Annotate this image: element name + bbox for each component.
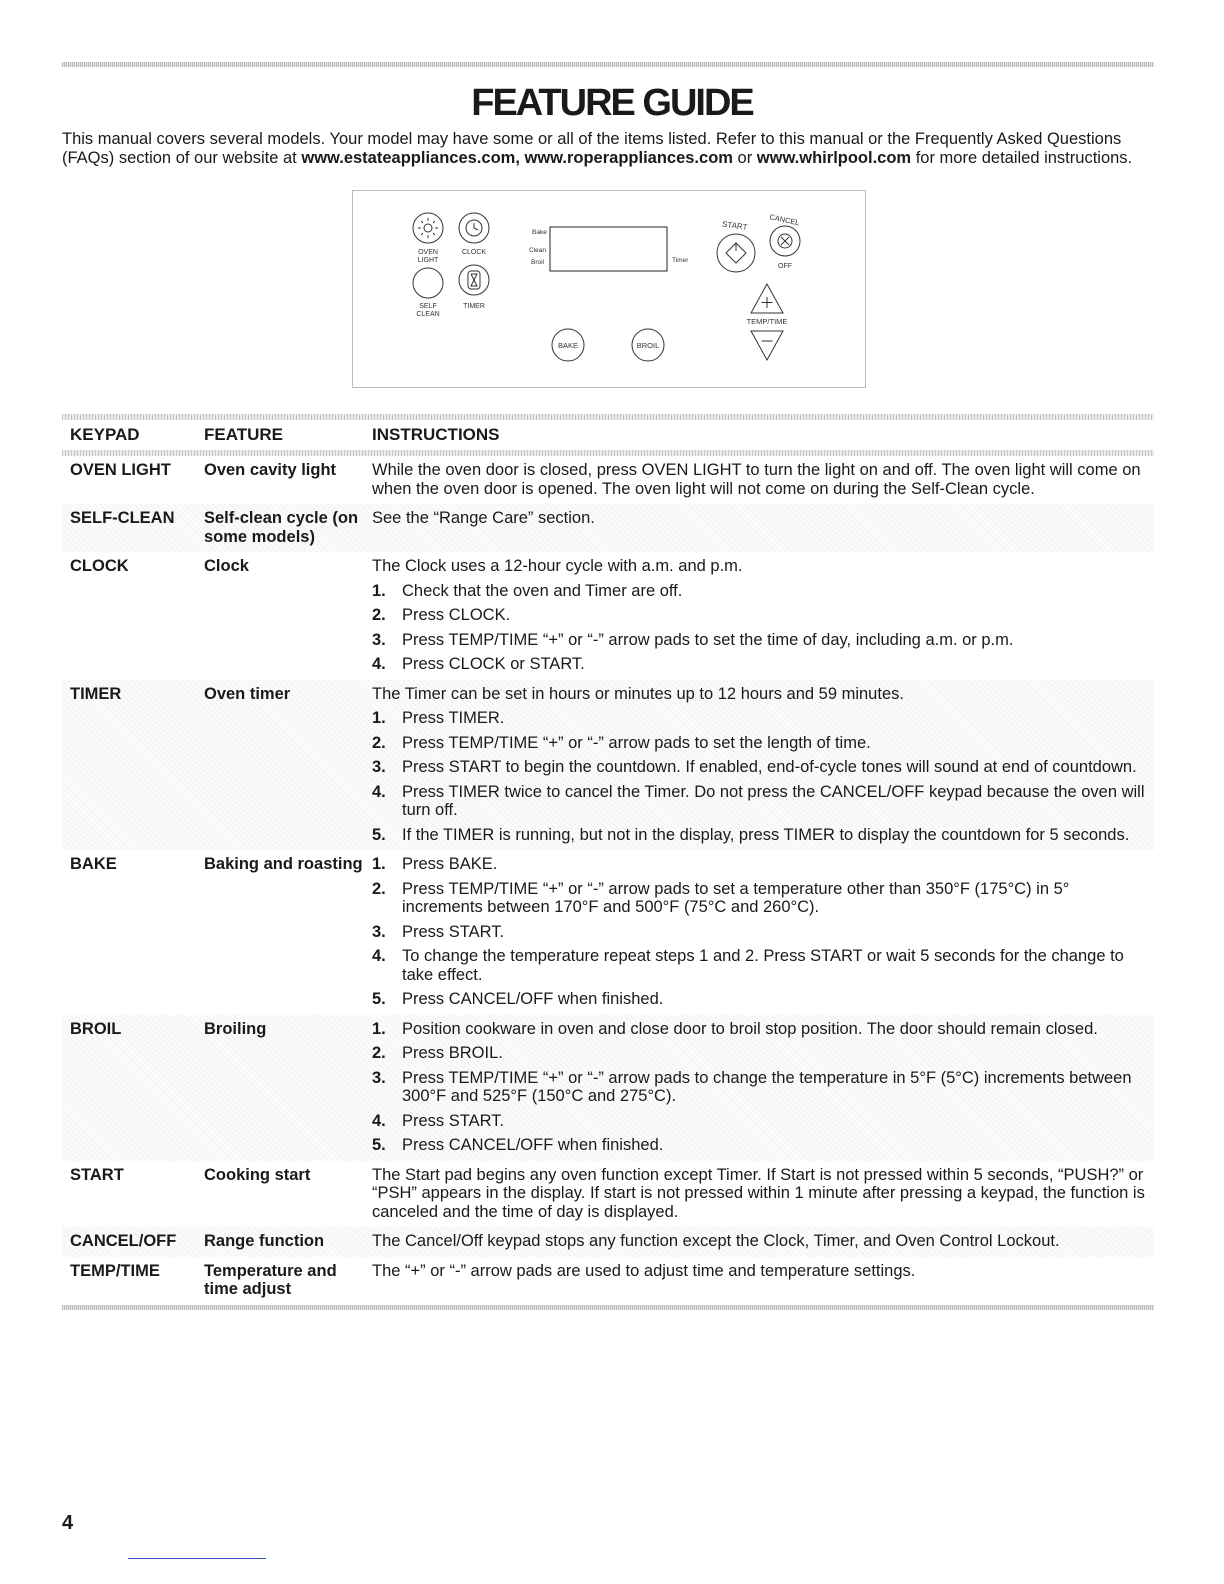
step-number: 2. <box>372 733 386 752</box>
temp-down-pad <box>751 331 783 360</box>
instructions-cell <box>372 1232 1154 1251</box>
instruction-text: While the oven door is closed, press OVEN LIGHT to turn the light on and off. The oven light will come on when the oven door is opened. The oven light will not come on during the Self-Clean cycle. <box>372 461 1141 498</box>
display-window <box>529 227 689 271</box>
broil-pad <box>632 329 664 361</box>
table-row <box>62 552 1154 680</box>
feature-table <box>62 414 1154 1310</box>
temp-up-pad <box>751 284 783 313</box>
table-row <box>62 850 1154 1015</box>
step-number: 1. <box>372 581 386 600</box>
step-text: Press TIMER twice to cancel the Timer. Do not press the CANCEL/OFF keypad because the oven will turn off. <box>402 782 1145 819</box>
keypad-cell: BROIL <box>70 1019 122 1038</box>
step-number: 4. <box>372 947 386 965</box>
instructions-cell <box>372 557 1154 674</box>
table-row <box>62 504 1154 552</box>
cancel-label: CANCEL <box>768 212 801 228</box>
step-number: 4. <box>372 655 386 673</box>
start-label: START <box>721 219 749 232</box>
step-item <box>372 1112 1154 1131</box>
keypad-cell: TEMP/TIME <box>70 1261 160 1280</box>
step-item <box>372 826 1154 845</box>
instruction-text: The Cancel/Off keypad stops any function except the Clock, Timer, and Oven Control Lockout. <box>372 1232 1060 1250</box>
step-number: 1. <box>372 1019 386 1038</box>
step-item <box>372 990 1154 1009</box>
step-text: Press TEMP/TIME “+” or “-” arrow pads to set the time of day, including a.m. or p.m. <box>402 630 1014 649</box>
off-label: OFF <box>778 263 792 270</box>
step-item <box>372 855 1154 874</box>
step-text: If the TIMER is running, but not in the display, press TIMER to display the countdown for 5 seconds. <box>402 825 1130 844</box>
step-number: 1. <box>372 709 386 727</box>
broil-label: BROIL <box>636 341 660 350</box>
step-list <box>372 582 1154 674</box>
footer-line <box>128 1558 266 1559</box>
step-number: 3. <box>372 1068 386 1087</box>
step-item <box>372 582 1154 601</box>
table-row <box>62 1015 1154 1161</box>
step-text: Press TEMP/TIME “+” or “-” arrow pads to change the temperature in 5°F (5°C) increments between 300°F and 525°F (150°C and 275°C). <box>402 1068 1132 1105</box>
intro-text-2: or <box>732 149 757 167</box>
step-number: 1. <box>372 855 386 873</box>
timer-label: TIMER <box>463 303 485 310</box>
hourglass-icon <box>468 271 480 289</box>
step-text: To change the temperature repeat steps 1 and 2. Press START or wait 5 seconds for the change to take effect. <box>402 947 1124 984</box>
step-list <box>372 1020 1154 1155</box>
step-item <box>372 631 1154 650</box>
step-item <box>372 758 1154 777</box>
step-text: Press BAKE. <box>402 855 498 873</box>
instructions-cell <box>372 1262 1154 1299</box>
table-row <box>62 1257 1154 1305</box>
keypad-cell: OVEN LIGHT <box>70 461 171 479</box>
feature-cell: Clock <box>204 557 249 575</box>
intro-text-3: for more detailed instructions. <box>911 149 1133 167</box>
table-row <box>62 1161 1154 1228</box>
feature-cell: Temperature and time adjust <box>204 1261 337 1298</box>
step-number: 2. <box>372 606 386 624</box>
step-number: 4. <box>372 782 386 801</box>
feature-cell: Self-clean cycle (on some models) <box>204 509 359 546</box>
step-number: 5. <box>372 990 386 1008</box>
step-text: Position cookware in oven and close door to broil stop position. The door should remain closed. <box>402 1019 1098 1038</box>
start-icon <box>726 243 746 263</box>
page-number: 4 <box>62 1512 74 1534</box>
step-list <box>372 855 1154 1009</box>
step-number: 2. <box>372 879 386 898</box>
oven-light-pad <box>413 213 443 264</box>
step-text: Press START. <box>402 1111 505 1130</box>
step-text: Press TEMP/TIME “+” or “-” arrow pads to set the length of time. <box>402 733 871 752</box>
keypad-cell: TIMER <box>70 684 122 703</box>
step-number: 4. <box>372 1111 386 1130</box>
clock-label: CLOCK <box>461 249 487 256</box>
display-timer-label: Timer <box>672 257 689 264</box>
start-pad <box>717 220 755 272</box>
table-body <box>62 456 1154 1305</box>
step-number: 3. <box>372 630 386 649</box>
page-title: FEATURE GUIDE <box>471 82 753 124</box>
intro-website-2: www.whirlpool.com <box>756 149 912 167</box>
instruction-text: The Clock uses a 12-hour cycle with a.m. and p.m. <box>372 557 743 575</box>
self-clean-pad <box>413 268 443 318</box>
keypad-cell: CANCEL/OFF <box>70 1232 177 1250</box>
step-item <box>372 709 1154 728</box>
table-header-row <box>62 420 1154 450</box>
step-number: 2. <box>372 1044 386 1062</box>
step-number: 5. <box>372 1136 386 1154</box>
step-text: Press TEMP/TIME “+” or “-” arrow pads to set a temperature other than 350°F (175°C) in 5° increments between 170°F and 500°F (75°C and 260°C). <box>402 879 1070 916</box>
table-row <box>62 456 1154 504</box>
step-number: 5. <box>372 825 386 844</box>
plus-icon <box>762 297 773 308</box>
header-instructions: INSTRUCTIONS <box>372 425 500 444</box>
step-number: 3. <box>372 922 386 941</box>
step-text: Press BROIL. <box>402 1044 503 1062</box>
light-bulb-icon <box>418 218 438 238</box>
instructions-cell <box>372 461 1154 498</box>
cancel-off-pad <box>769 212 801 270</box>
step-item <box>372 923 1154 942</box>
instructions-cell <box>372 1166 1154 1222</box>
step-item <box>372 1069 1154 1106</box>
display-mode-broil: Broil <box>531 259 545 266</box>
step-number: 3. <box>372 758 386 776</box>
keypad-cell: START <box>70 1165 124 1184</box>
bottom-rule <box>62 1305 1154 1310</box>
instructions-cell <box>372 855 1154 1009</box>
oven-light-label-1: OVEN <box>418 249 438 256</box>
table-row <box>62 680 1154 851</box>
clock-pad <box>459 213 489 256</box>
table-row <box>62 1227 1154 1257</box>
step-item <box>372 783 1154 820</box>
self-clean-label-1: SELF <box>419 303 437 310</box>
cancel-icon <box>778 234 792 248</box>
bake-pad <box>552 329 584 361</box>
feature-cell: Range function <box>204 1232 325 1250</box>
instructions-cell <box>372 509 1154 546</box>
feature-cell: Oven timer <box>204 684 291 703</box>
step-text: Press CLOCK. <box>402 606 511 624</box>
step-text: Press START. <box>402 922 505 941</box>
feature-cell: Baking and roasting <box>204 855 363 873</box>
temp-time-label: TEMP/TIME <box>746 317 788 326</box>
self-clean-label-2: CLEAN <box>416 311 440 318</box>
instruction-text: The Start pad begins any oven function except Timer. If Start is not pressed within 5 seconds, “PUSH?” or “PSH” appears in the display. If start is not pressed within 1 minute after pressing a keypad, the function is canceled and the time of day is displayed. <box>372 1165 1145 1221</box>
feature-cell: Oven cavity light <box>204 461 337 479</box>
bake-label: BAKE <box>557 341 579 350</box>
step-item <box>372 1044 1154 1063</box>
intro-paragraph <box>62 130 1154 168</box>
header-keypad: KEYPAD <box>70 425 140 444</box>
keypad-cell: BAKE <box>70 855 117 873</box>
step-text: Press TIMER. <box>402 709 505 727</box>
step-item <box>372 947 1154 984</box>
instructions-cell <box>372 1020 1154 1155</box>
feature-cell: Broiling <box>204 1019 267 1038</box>
control-panel-diagram <box>352 190 866 388</box>
display-mode-bake: Bake <box>532 229 547 236</box>
intro-text-1: This manual covers several models. Your model may have some or all of the items listed. Refer to this manual or the Frequently Asked Questions (FAQs) section of our website at <box>62 130 1122 167</box>
keypad-cell: SELF-CLEAN <box>70 509 175 527</box>
step-item <box>372 734 1154 753</box>
step-text: Press CANCEL/OFF when finished. <box>402 990 664 1008</box>
clock-icon <box>466 220 482 236</box>
step-text: Press CANCEL/OFF when finished. <box>402 1136 664 1154</box>
header-feature: FEATURE <box>204 425 284 444</box>
instruction-text: The “+” or “-” arrow pads are used to adjust time and temperature settings. <box>372 1261 916 1280</box>
display-mode-clean: Clean <box>529 247 546 254</box>
instructions-cell <box>372 685 1154 845</box>
timer-pad <box>459 265 489 310</box>
step-list <box>372 709 1154 844</box>
step-item <box>372 606 1154 625</box>
intro-website-1: www.estateappliances.com, www.roperappliances.com <box>301 149 733 167</box>
step-item <box>372 1020 1154 1039</box>
keypad-cell: CLOCK <box>70 557 129 575</box>
instruction-text: See the “Range Care” section. <box>372 509 595 527</box>
step-text: Check that the oven and Timer are off. <box>402 581 683 600</box>
feature-cell: Cooking start <box>204 1165 311 1184</box>
step-item <box>372 655 1154 674</box>
step-item <box>372 1136 1154 1155</box>
step-text: Press CLOCK or START. <box>402 655 585 673</box>
step-text: Press START to begin the countdown. If enabled, end-of-cycle tones will sound at end of countdown. <box>402 758 1137 776</box>
top-rule <box>62 62 1154 67</box>
oven-light-label-2: LIGHT <box>417 257 439 264</box>
instruction-text: The Timer can be set in hours or minutes up to 12 hours and 59 minutes. <box>372 684 904 703</box>
step-item <box>372 880 1154 917</box>
